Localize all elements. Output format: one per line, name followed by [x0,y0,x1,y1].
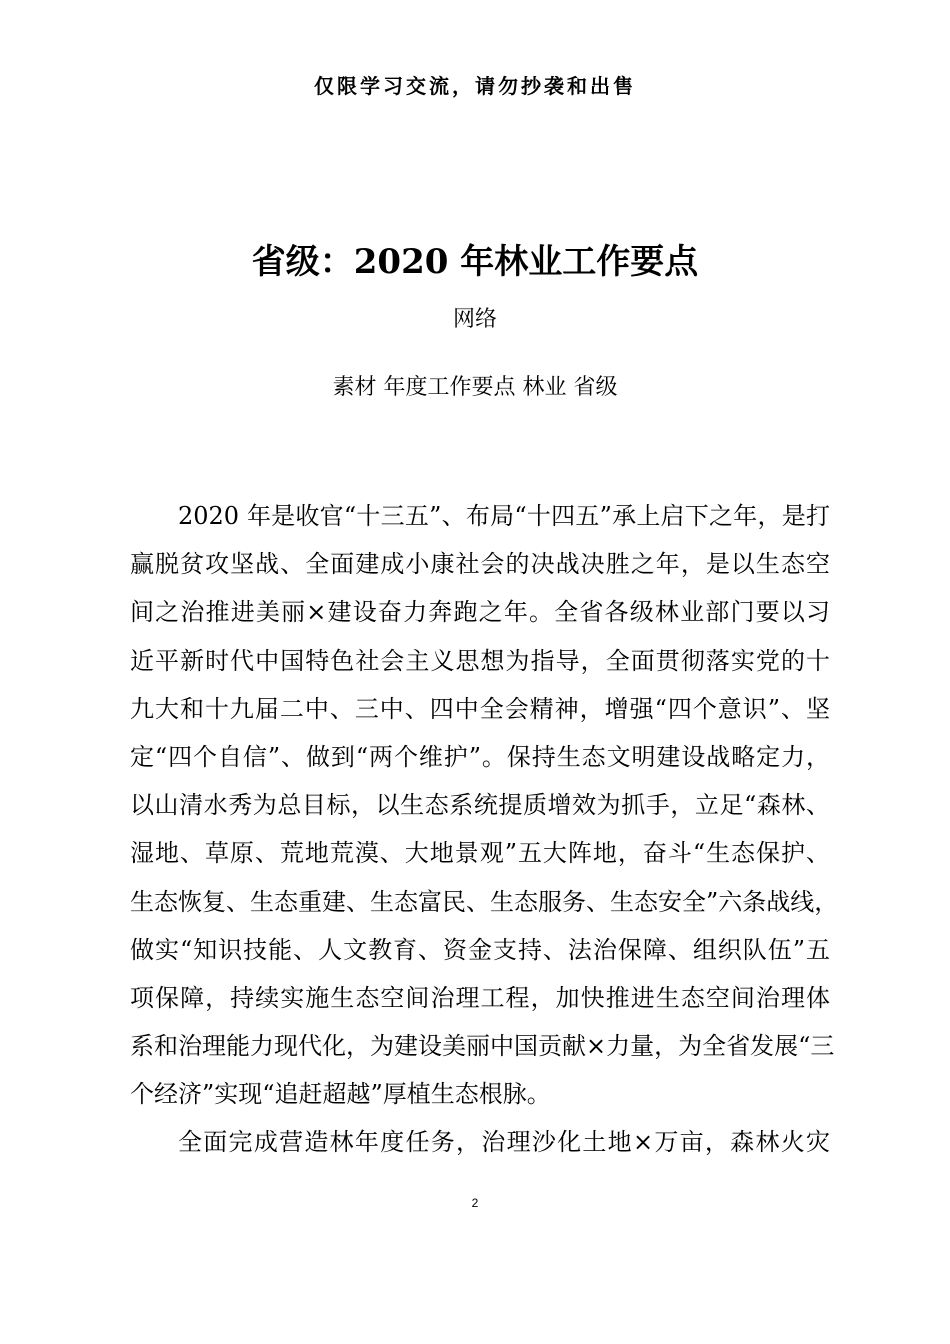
paragraph-1-line-3: 间之治推进美丽×建设奋力奔跑之年。全省各级林业部门要以习 [130,598,830,627]
paragraph-1-line-5: 九大和十九届二中、三中、四中全会精神，增强“四个意识”、坚 [130,694,830,723]
paragraph-1-line-13: 个经济”实现“追赶超越”厚植生态根脉。 [130,1080,551,1109]
document-title: 省级：2020 年林业工作要点 [251,242,699,282]
paragraph-1-line-4: 近平新时代中国特色社会主义思想为指导，全面贯彻落实党的十 [130,646,830,675]
paragraph-1-line-8: 湿地、草原、荒地荒漠、大地景观”五大阵地，奋斗“生态保护、 [130,839,830,868]
watermark-header: 仅限学习交流，请勿抄袭和出售 [314,74,636,98]
paragraph-1-line-6: 定“四个自信”、做到“两个维护”。保持生态文明建设战略定力， [130,742,830,771]
paragraph-1-line-2: 赢脱贫攻坚战、全面建成小康社会的决战决胜之年，是以生态空 [130,550,830,579]
paragraph-1-line-1: 2020 年是收官“十三五”、布局“十四五”承上启下之年，是打 [178,502,830,530]
paragraph-1-line-10: 做实“知识技能、人文教育、资金支持、法治保障、组织队伍”五 [130,935,830,964]
paragraph-2-line-1: 全面完成营造林年度任务，治理沙化土地×万亩，森林火灾 [178,1128,830,1157]
paragraph-1-line-12: 系和治理能力现代化，为建设美丽中国贡献×力量，为全省发展“三 [130,1032,835,1061]
document-tags: 素材 年度工作要点 林业 省级 [332,375,618,400]
document-body [130,492,839,1167]
document-author: 网络 [452,307,497,332]
paragraph-1-line-9: 生态恢复、生态重建、生态富民、生态服务、生态安全”六条战线， [130,887,839,916]
paragraph-1-line-7: 以山清水秀为总目标，以生态系统提质增效为抓手，立足“森林、 [130,791,830,820]
page-number: 2 [471,1196,479,1210]
paragraph-1-line-11: 项保障，持续实施生态空间治理工程，加快推进生态空间治理体 [130,983,830,1012]
